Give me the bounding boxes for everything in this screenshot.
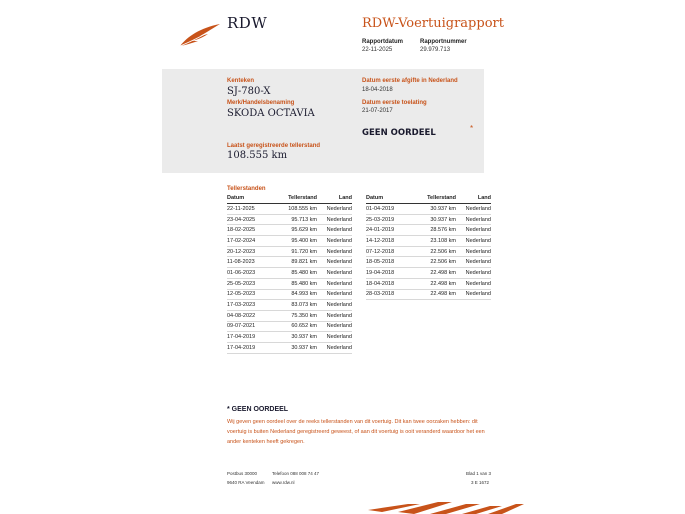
report-number-label: Rapportnummer bbox=[420, 39, 467, 45]
cell-date: 18-05-2018 bbox=[366, 257, 404, 268]
cell-country: Nederland bbox=[461, 246, 491, 257]
table-row bbox=[366, 225, 491, 236]
cell-date: 17-02-2024 bbox=[227, 236, 265, 247]
cell-reading: 22.498 km bbox=[404, 278, 461, 289]
table-row bbox=[227, 278, 352, 289]
table-row bbox=[227, 289, 352, 300]
cell-date: 25-05-2023 bbox=[227, 278, 265, 289]
cell-country: Nederland bbox=[322, 246, 352, 257]
col-header-date: Datum bbox=[366, 194, 404, 204]
table-row bbox=[227, 321, 352, 332]
note-text: Wij geven geen oordeel over de reeks tellerstanden van dit voertuig. Dit kan twee oorzaken hebben: dit voertuig is buiten Nederland geregistreerd geweest, of aan dit voertuig is ooit veranderd waardoor het een ander kenteken heeft gekregen. bbox=[227, 419, 485, 445]
table-row bbox=[227, 225, 352, 236]
first-registration-nl-label: Datum eerste afgifte in Nederland bbox=[362, 78, 458, 84]
footer-page-number: Blad 1 van 3 bbox=[466, 471, 492, 476]
odometer-label: Laatst geregistreerde tellerstand bbox=[227, 143, 321, 149]
cell-date: 20-12-2023 bbox=[227, 246, 265, 257]
cell-country: Nederland bbox=[322, 332, 352, 343]
cell-reading: 83.073 km bbox=[265, 300, 322, 311]
table-row bbox=[366, 246, 491, 257]
rdw-logo-icon bbox=[178, 22, 222, 48]
cell-reading: 84.993 km bbox=[265, 289, 322, 300]
table-row bbox=[366, 236, 491, 247]
cell-country: Nederland bbox=[322, 342, 352, 353]
make-label: Merk/Handelsbenaming bbox=[227, 100, 295, 106]
make-value: SKODA OCTAVIA bbox=[227, 108, 315, 119]
odometer-section-title: Tellerstanden bbox=[227, 186, 266, 192]
cell-reading: 28.576 km bbox=[404, 225, 461, 236]
cell-date: 25-03-2019 bbox=[366, 214, 404, 225]
rdw-stripes-icon bbox=[368, 498, 524, 514]
col-header-reading: Tellerstand bbox=[404, 194, 461, 204]
cell-reading: 95.713 km bbox=[265, 214, 322, 225]
cell-date: 11-08-2023 bbox=[227, 257, 265, 268]
cell-country: Nederland bbox=[461, 236, 491, 247]
verdict-label: GEEN OORDEEL bbox=[362, 128, 436, 138]
footer-document-code: 3 E 1672 bbox=[471, 480, 490, 485]
verdict-star-marker: * bbox=[470, 124, 474, 133]
table-row bbox=[227, 214, 352, 225]
cell-country: Nederland bbox=[322, 268, 352, 279]
cell-country: Nederland bbox=[322, 204, 352, 215]
table-row bbox=[227, 300, 352, 311]
cell-country: Nederland bbox=[461, 214, 491, 225]
report-title: RDW-Voertuigrapport bbox=[362, 16, 504, 31]
cell-reading: 22.498 km bbox=[404, 289, 461, 300]
col-header-country: Land bbox=[322, 194, 352, 204]
footer-city: 9640 RA Veendam bbox=[227, 480, 265, 485]
cell-reading: 30.937 km bbox=[404, 214, 461, 225]
cell-date: 07-12-2018 bbox=[366, 246, 404, 257]
cell-country: Nederland bbox=[322, 278, 352, 289]
cell-reading: 23.108 km bbox=[404, 236, 461, 247]
cell-country: Nederland bbox=[322, 289, 352, 300]
cell-reading: 22.506 km bbox=[404, 257, 461, 268]
table-row bbox=[227, 310, 352, 321]
cell-reading: 75.350 km bbox=[265, 310, 322, 321]
cell-country: Nederland bbox=[322, 300, 352, 311]
vehicle-summary-panel bbox=[162, 69, 484, 173]
cell-reading: 22.498 km bbox=[404, 268, 461, 279]
report-date-label: Rapportdatum bbox=[362, 39, 403, 45]
cell-reading: 22.506 km bbox=[404, 246, 461, 257]
cell-date: 12-05-2023 bbox=[227, 289, 265, 300]
cell-date: 19-04-2018 bbox=[366, 268, 404, 279]
table-row bbox=[227, 332, 352, 343]
table-row bbox=[366, 204, 491, 215]
first-admission-label: Datum eerste toelating bbox=[362, 100, 427, 106]
table-row bbox=[366, 268, 491, 279]
cell-country: Nederland bbox=[461, 257, 491, 268]
cell-country: Nederland bbox=[322, 310, 352, 321]
cell-date: 17-04-2019 bbox=[227, 332, 265, 343]
cell-reading: 60.652 km bbox=[265, 321, 322, 332]
cell-reading: 95.629 km bbox=[265, 225, 322, 236]
col-header-country: Land bbox=[461, 194, 491, 204]
cell-country: Nederland bbox=[322, 214, 352, 225]
odometer-table-left bbox=[227, 194, 352, 354]
cell-date: 14-12-2018 bbox=[366, 236, 404, 247]
cell-country: Nederland bbox=[322, 257, 352, 268]
cell-reading: 89.821 km bbox=[265, 257, 322, 268]
table-row bbox=[227, 257, 352, 268]
footer-phone: Telefoon 088 008 74 47 bbox=[272, 471, 320, 476]
cell-date: 09-07-2021 bbox=[227, 321, 265, 332]
cell-date: 01-06-2023 bbox=[227, 268, 265, 279]
table-row bbox=[227, 236, 352, 247]
cell-date: 23-04-2025 bbox=[227, 214, 265, 225]
cell-country: Nederland bbox=[322, 236, 352, 247]
plate-value: SJ-780-X bbox=[227, 86, 271, 97]
cell-date: 04-08-2022 bbox=[227, 310, 265, 321]
cell-date: 01-04-2019 bbox=[366, 204, 404, 215]
cell-country: Nederland bbox=[461, 268, 491, 279]
cell-date: 17-03-2023 bbox=[227, 300, 265, 311]
cell-reading: 30.937 km bbox=[265, 342, 322, 353]
table-row bbox=[227, 342, 352, 353]
table-row bbox=[227, 268, 352, 279]
cell-country: Nederland bbox=[322, 225, 352, 236]
cell-country: Nederland bbox=[461, 225, 491, 236]
cell-reading: 30.937 km bbox=[265, 332, 322, 343]
cell-reading: 108.555 km bbox=[265, 204, 322, 215]
footer-website[interactable]: www.rdw.nl bbox=[272, 480, 295, 485]
cell-reading: 95.400 km bbox=[265, 236, 322, 247]
report-number-value: 29.979.713 bbox=[420, 47, 451, 53]
cell-date: 22-11-2025 bbox=[227, 204, 265, 215]
table-row bbox=[366, 278, 491, 289]
cell-reading: 85.480 km bbox=[265, 278, 322, 289]
cell-date: 18-02-2025 bbox=[227, 225, 265, 236]
cell-date: 18-04-2018 bbox=[366, 278, 404, 289]
plate-label: Kenteken bbox=[227, 78, 255, 84]
table-row bbox=[366, 257, 491, 268]
cell-date: 28-03-2018 bbox=[366, 289, 404, 300]
table-row bbox=[227, 246, 352, 257]
cell-reading: 30.937 km bbox=[404, 204, 461, 215]
odometer-table-right bbox=[366, 194, 491, 300]
cell-reading: 91.720 km bbox=[265, 246, 322, 257]
cell-country: Nederland bbox=[322, 321, 352, 332]
table-row bbox=[227, 204, 352, 215]
cell-date: 24-01-2019 bbox=[366, 225, 404, 236]
brand-name: RDW bbox=[227, 14, 268, 32]
cell-date: 17-04-2019 bbox=[227, 342, 265, 353]
table-row bbox=[366, 214, 491, 225]
table-row bbox=[366, 289, 491, 300]
report-date-value: 22-11-2025 bbox=[362, 47, 393, 53]
col-header-reading: Tellerstand bbox=[265, 194, 322, 204]
first-registration-nl-value: 18-04-2018 bbox=[362, 87, 393, 93]
cell-country: Nederland bbox=[461, 278, 491, 289]
odometer-value: 108.555 km bbox=[227, 150, 288, 161]
col-header-date: Datum bbox=[227, 194, 265, 204]
cell-country: Nederland bbox=[461, 289, 491, 300]
footer-postbus: Postbus 30000 bbox=[227, 471, 258, 476]
cell-reading: 85.480 km bbox=[265, 268, 322, 279]
cell-country: Nederland bbox=[461, 204, 491, 215]
first-admission-value: 21-07-2017 bbox=[362, 108, 393, 114]
note-title: * GEEN OORDEEL bbox=[227, 406, 289, 413]
